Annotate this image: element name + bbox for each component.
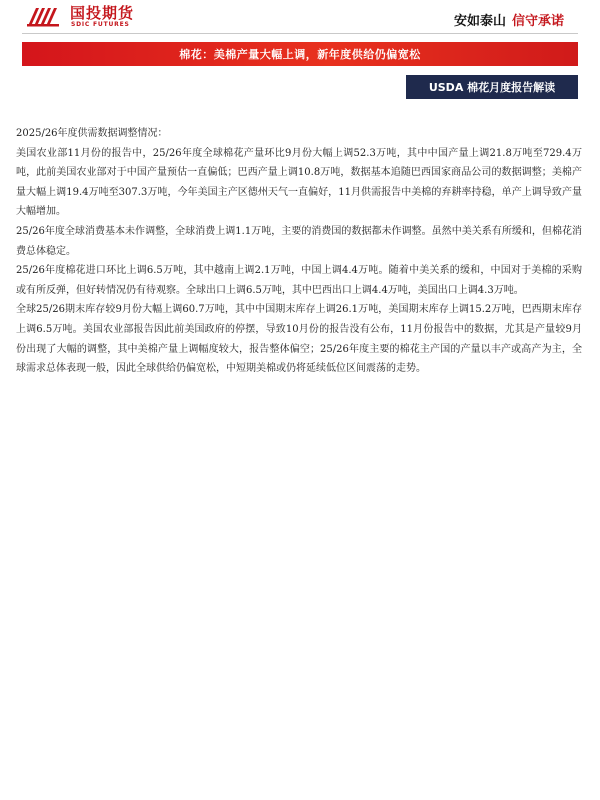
logo-text-cn: 国投期货	[70, 4, 135, 22]
paragraph-trade: 25/26年度棉花进口环比上调6.5万吨，其中越南上调2.1万吨，中国上调4.4万吨。随着中美关系的缓和，中国对于美棉的采购或有所反弹，但好转情况仍有待观察。全球出口上调6.5万吨，其中巴西出口上调4.4万吨，美国出口上调4.3万吨。	[16, 265, 582, 296]
logo-icon	[26, 4, 62, 28]
slogan-left: 安如泰山	[453, 14, 506, 29]
logo-text-en: SDIC FUTURES	[71, 21, 130, 28]
report-title: 棉花：美棉产量大幅上调，新年度供给仍偏宽松	[179, 48, 421, 61]
report-body	[16, 124, 582, 379]
header-slogan	[454, 10, 564, 29]
slogan-right: 信守承诺	[511, 14, 564, 29]
report-title-bar	[22, 42, 578, 66]
company-logo[interactable]	[26, 2, 166, 32]
report-subtitle: USDA 棉花月度报告解读	[428, 81, 556, 94]
header-divider	[22, 33, 578, 34]
report-subtitle-bar	[406, 75, 578, 99]
paragraph-stocks: 全球25/26期末库存较9月份大幅上调60.7万吨，其中中国期末库存上调26.1万吨，美国期末库存上调15.2万吨，巴西期末库存上调6.5万吨。美国农业部报告因此前美国政府的停摆，导致10月份的报告没有公布，11月份报告中的数据，尤其是产量较9月份出现了大幅的调整，其中美棉产量上调幅度较大，报告整体偏空；25/26年度主要的棉花主产国的产量以丰产或高产为主，全球需求总体表现一般，因此全球供给仍偏宽松，中短期美棉或仍将延续低位区间震荡的走势。	[16, 304, 582, 375]
page-header	[0, 0, 600, 40]
section-heading: 2025/26年度供需数据调整情况：	[16, 128, 168, 139]
paragraph-consumption: 25/26年度全球消费基本未作调整，全球消费上调1.1万吨，主要的消费国的数据都未作调整。虽然中美关系有所缓和，但棉花消费总体稳定。	[16, 225, 582, 257]
paragraph-production: 美国农业部11月份的报告中，25/26年度全球棉花产量环比9月份大幅上调52.3万吨，其中中国产量上调21.8万吨至729.4万吨，此前美国农业部对于中国产量预估一直偏低；巴西产量上调10.8万吨，数据基本追随巴西国家商品公司的数据调整；美棉产量大幅上调19.4万吨至307.3万吨，今年美国主产区德州天气一直偏好，11月供需报告中美棉的弃耕率持稳，单产上调导致产量大幅增加。	[16, 147, 582, 218]
